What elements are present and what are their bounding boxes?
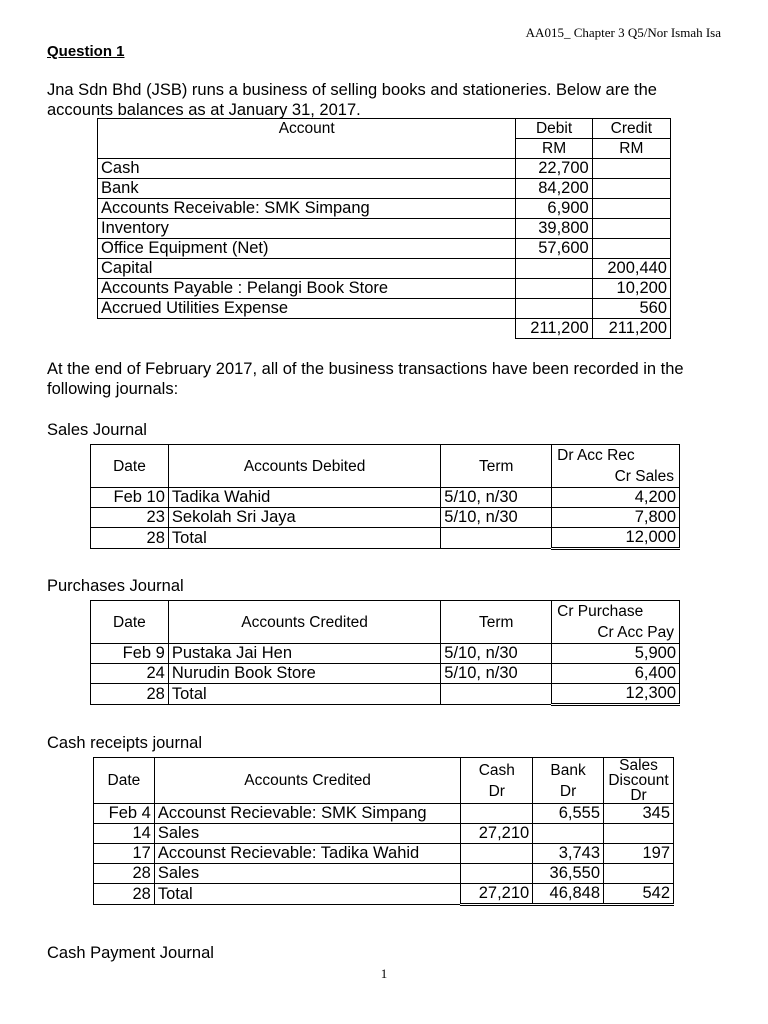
transition-paragraph: At the end of February 2017, all of the business transactions have been recorded in the following journals:: [47, 360, 684, 398]
account-header: Account: [98, 119, 516, 139]
account-cell: Total: [168, 528, 440, 549]
total-credit: 211,200: [592, 319, 670, 339]
term-cell: 5/10, n/30: [441, 488, 552, 508]
credit-amount: [592, 219, 670, 239]
discount-header-line3: Dr: [630, 787, 647, 804]
total-debit: 211,200: [516, 319, 592, 339]
cash-receipts-journal-table: [93, 757, 674, 906]
debit-amount: 39,800: [516, 219, 592, 239]
credit-amount: 200,440: [592, 259, 670, 279]
table-row: [98, 259, 671, 279]
credit-currency: RM: [592, 139, 670, 159]
account-header: Accounts Credited: [168, 601, 440, 644]
debit-amount: 84,200: [516, 179, 592, 199]
table-row: [98, 299, 671, 319]
term-cell: 5/10, n/30: [441, 664, 552, 684]
table-row: [91, 664, 680, 684]
account-cell: Tadika Wahid: [168, 488, 440, 508]
cash-payment-journal-title: Cash Payment Journal: [47, 944, 214, 962]
account-cell: Sekolah Sri Jaya: [168, 508, 440, 528]
credit-header: Credit: [592, 119, 670, 139]
date-cell: Feb 4: [94, 804, 155, 824]
page-header: AA015_ Chapter 3 Q5/Nor Ismah Isa: [525, 25, 721, 40]
debit-currency: RM: [516, 139, 592, 159]
discount-header: [604, 758, 674, 804]
discount-cell: 345: [604, 804, 674, 824]
bank-cell: 36,550: [533, 864, 604, 884]
account-cell: Accounst Recievable: SMK Simpang: [154, 804, 461, 824]
account-name: Accrued Utilities Expense: [98, 299, 516, 319]
bank-header: [533, 758, 604, 804]
table-row: [91, 488, 680, 508]
page-number: 1: [380, 966, 388, 981]
account-cell: Total: [168, 684, 440, 705]
term-cell: [441, 684, 552, 705]
amount-cell: 6,400: [552, 664, 680, 684]
table-row: [94, 864, 674, 884]
balances-currency-row: [98, 139, 671, 159]
account-cell: Sales: [154, 864, 461, 884]
account-cell: Sales: [154, 824, 461, 844]
account-name: Cash: [98, 159, 516, 179]
cash-header: [461, 758, 533, 804]
account-name: Inventory: [98, 219, 516, 239]
term-header: Term: [441, 445, 552, 488]
bank-cell: 6,555: [533, 804, 604, 824]
credit-amount: [592, 179, 670, 199]
table-row: [98, 239, 671, 259]
account-name: Accounts Receivable: SMK Simpang: [98, 199, 516, 219]
discount-header-line1: Sales: [619, 757, 658, 774]
table-row: [94, 824, 674, 844]
credit-amount: 560: [592, 299, 670, 319]
amount-cell: 5,900: [552, 644, 680, 664]
cash-cell: [461, 864, 533, 884]
cash-cell: 27,210: [461, 884, 533, 905]
table-row: [98, 219, 671, 239]
term-cell: 5/10, n/30: [441, 644, 552, 664]
account-name: Office Equipment (Net): [98, 239, 516, 259]
table-row: [98, 179, 671, 199]
table-row: [98, 199, 671, 219]
account-cell: Pustaka Jai Hen: [168, 644, 440, 664]
cash-cell: 27,210: [461, 824, 533, 844]
date-cell: 28: [91, 528, 169, 549]
term-cell: [441, 528, 552, 549]
cash-receipts-header-row: [94, 758, 674, 804]
balances-table: [97, 118, 671, 339]
account-header: Accounts Credited: [154, 758, 461, 804]
cash-receipts-journal-title: Cash receipts journal: [47, 734, 202, 752]
date-cell: 28: [91, 684, 169, 705]
account-cell: Total: [154, 884, 461, 905]
amount-cell: 7,800: [552, 508, 680, 528]
cash-cell: [461, 844, 533, 864]
amount-header: [552, 445, 680, 488]
purchases-journal-title: Purchases Journal: [47, 577, 184, 595]
debit-amount: [516, 259, 592, 279]
debit-amount: [516, 279, 592, 299]
credit-amount: 10,200: [592, 279, 670, 299]
table-row: [91, 684, 680, 705]
debit-amount: 57,600: [516, 239, 592, 259]
table-row: [94, 804, 674, 824]
table-row: [91, 508, 680, 528]
sales-journal-table: [90, 444, 680, 550]
date-cell: 14: [94, 824, 155, 844]
table-row: [98, 279, 671, 299]
table-row: [94, 884, 674, 905]
term-cell: 5/10, n/30: [441, 508, 552, 528]
account-cell: Nurudin Book Store: [168, 664, 440, 684]
debit-header: Debit: [516, 119, 592, 139]
purchases-journal-header-row: [91, 601, 680, 644]
table-row: [91, 644, 680, 664]
credit-amount: [592, 199, 670, 219]
purchases-journal-table: [90, 600, 680, 706]
amount-header-line2: Cr Acc Pay: [597, 624, 674, 641]
date-cell: 28: [94, 884, 155, 905]
term-header: Term: [441, 601, 552, 644]
balances-total-row: [98, 319, 671, 339]
amount-cell: 12,000: [552, 528, 680, 549]
bank-header-line1: Bank: [550, 761, 586, 779]
balances-header-row: [98, 119, 671, 139]
debit-amount: [516, 299, 592, 319]
intro-paragraph: Jna Sdn Bhd (JSB) runs a business of selling books and stationeries. Below are the accounts balances as at January 31, 2017.: [47, 81, 657, 119]
bank-cell: 46,848: [533, 884, 604, 905]
amount-header-line2: Cr Sales: [614, 468, 674, 485]
account-header: Accounts Debited: [168, 445, 440, 488]
date-header: Date: [91, 445, 169, 488]
account-name: Bank: [98, 179, 516, 199]
table-row: [94, 844, 674, 864]
table-row: [91, 528, 680, 549]
date-cell: 17: [94, 844, 155, 864]
sales-journal-title: Sales Journal: [47, 421, 147, 439]
discount-cell: 197: [604, 844, 674, 864]
bank-cell: [533, 824, 604, 844]
amount-header-line1: Dr Acc Rec: [557, 447, 635, 464]
amount-cell: 12,300: [552, 684, 680, 705]
amount-cell: 4,200: [552, 488, 680, 508]
credit-amount: [592, 239, 670, 259]
question-title: Question 1: [47, 43, 125, 60]
bank-header-line2: Dr: [559, 782, 577, 800]
date-cell: Feb 10: [91, 488, 169, 508]
date-header: Date: [91, 601, 169, 644]
amount-header-line1: Cr Purchase: [557, 603, 644, 620]
account-name: Capital: [98, 259, 516, 279]
discount-cell: [604, 824, 674, 844]
date-cell: 28: [94, 864, 155, 884]
date-cell: 24: [91, 664, 169, 684]
discount-header-line2: Discount: [608, 772, 669, 789]
date-cell: Feb 9: [91, 644, 169, 664]
account-cell: Accounst Recievable: Tadika Wahid: [154, 844, 461, 864]
bank-cell: 3,743: [533, 844, 604, 864]
credit-amount: [592, 159, 670, 179]
account-name: Accounts Payable : Pelangi Book Store: [98, 279, 516, 299]
amount-header: [552, 601, 680, 644]
sales-journal-header-row: [91, 445, 680, 488]
debit-amount: 22,700: [516, 159, 592, 179]
cash-cell: [461, 804, 533, 824]
date-cell: 23: [91, 508, 169, 528]
discount-cell: [604, 864, 674, 884]
debit-amount: 6,900: [516, 199, 592, 219]
discount-cell: 542: [604, 884, 674, 905]
date-header: Date: [94, 758, 155, 804]
table-row: [98, 159, 671, 179]
cash-header-line1: Cash: [478, 761, 515, 779]
cash-header-line2: Dr: [488, 782, 505, 800]
